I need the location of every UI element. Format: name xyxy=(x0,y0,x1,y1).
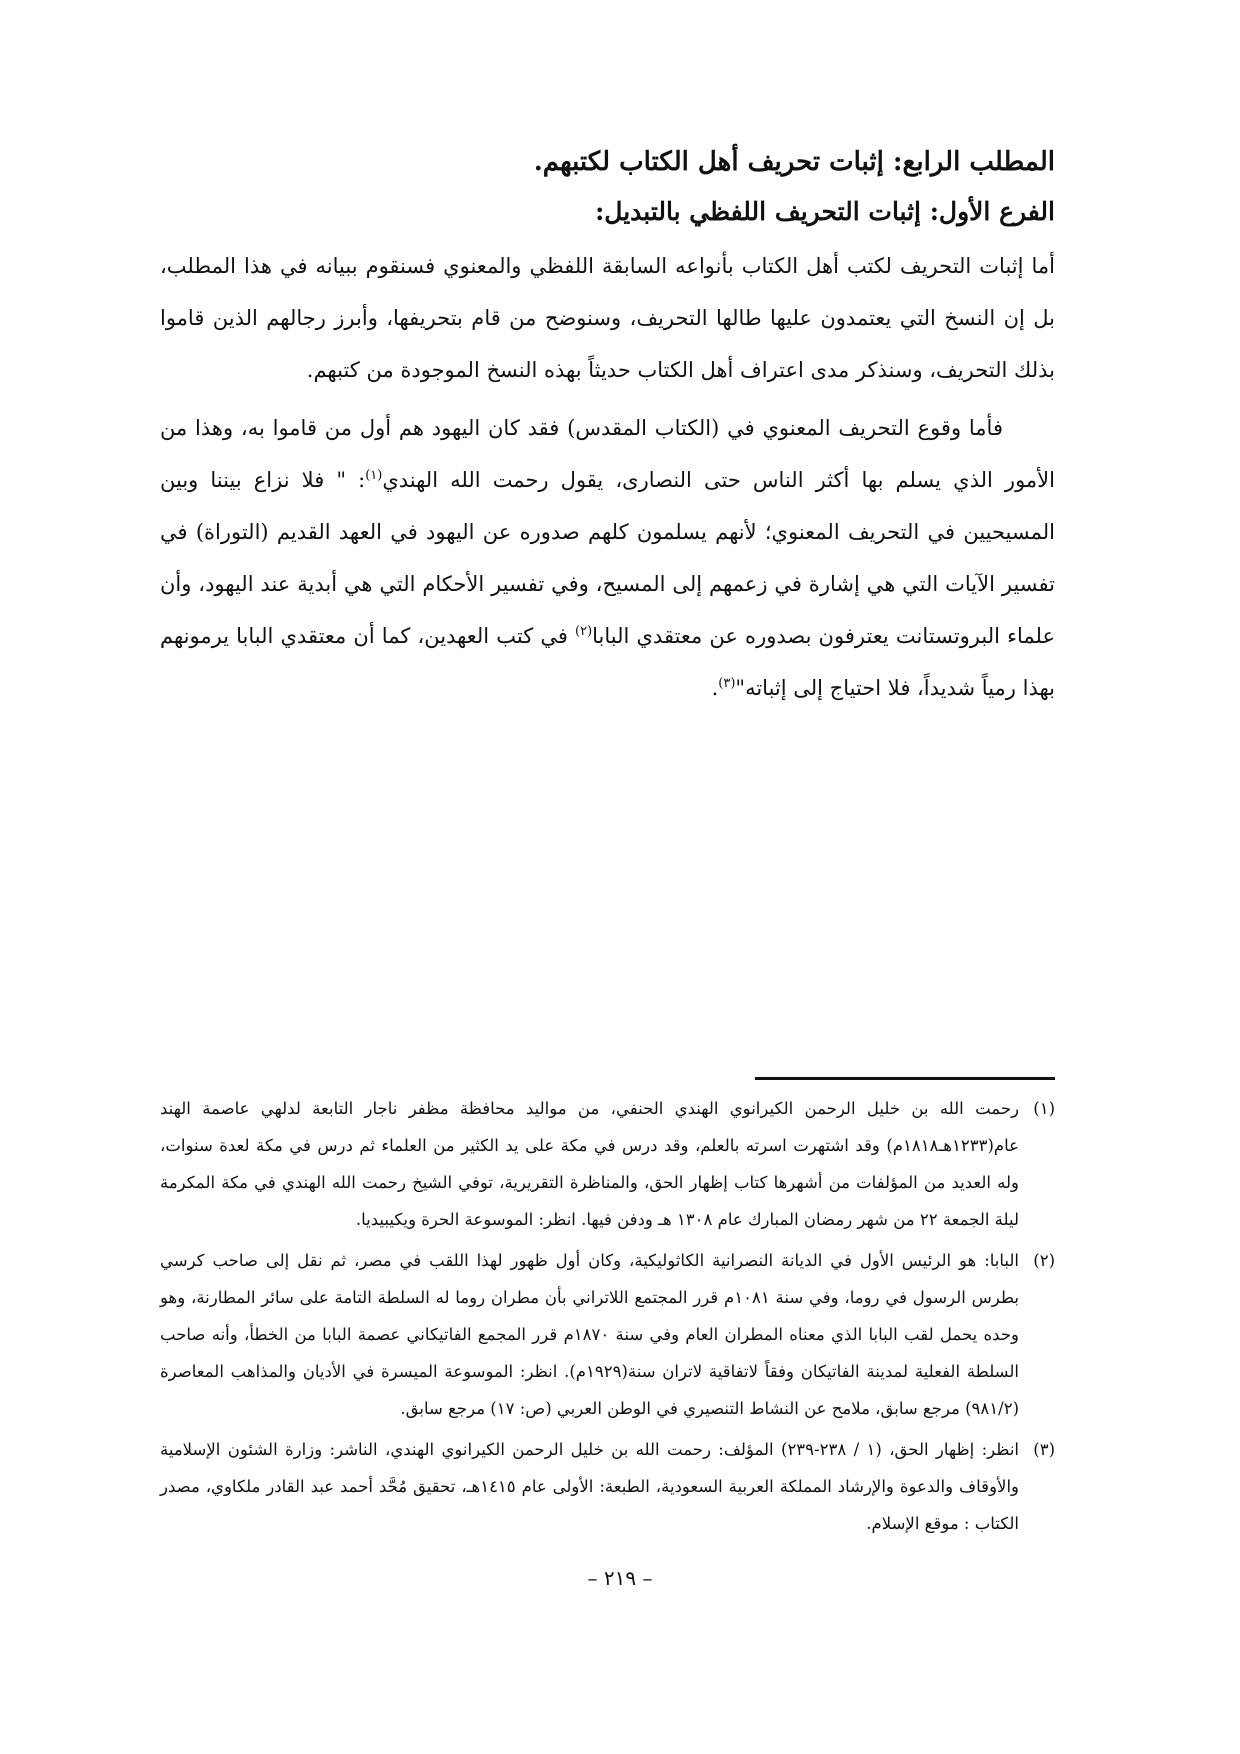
footnote-separator-wrap xyxy=(160,1077,1055,1091)
paragraph-2-end: . xyxy=(711,676,719,700)
section-heading: المطلب الرابع: إثبات تحريف أهل الكتاب لكتبهم. xyxy=(533,147,1055,177)
footnote-ref-1[interactable]: (١) xyxy=(365,468,383,483)
footnotes xyxy=(160,1090,1055,1546)
body-paragraph-1: أما إثبات التحريف لكتب أهل الكتاب بأنواعه السابقة اللفظي والمعنوي فسنقوم ببيانه في هذا المطلب، بل إن النسخ التي يعتمدون عليها طالها التحريف، وسنوضح من قام بتحريفها، وأبرز رجالهم الذين قاموا بذلك التحريف، وسنذكر مدى اعتراف أهل الكتاب حديثاً بهذه النسخ الموجودة من كتبهم. xyxy=(160,254,1055,382)
footnote-ref-3[interactable]: (٣) xyxy=(718,676,736,691)
subsection-heading: الفرع الأول: إثبات التحريف اللفظي بالتبديل: xyxy=(595,197,1055,226)
footnote-text: البابا: هو الرئيس الأول في الديانة النصرانية الكاثوليكية، وكان أول ظهور لهذا اللقب في مصر، ثم نقل إلى صاحب كرسي بطرس الرسول في روما، وفي سنة ١٠٨١م قرر المجتمع اللاتراني بأن مطران روما له السلطة التامة على سائر المطارنة، وهو وحده يحمل لقب البابا الذي معناه المطران العام وفي سنة ١٨٧٠م قرر المجمع الفاتيكاني عصمة البابا من الخطأ، وأنه صاحب السلطة الفعلية لمدينة الفاتيكان وفقاً لاتفاقية لاتران سنة(١٩٢٩م). انظر: الموسوعة الميسرة في الأديان والمذاهب المعاصرة (٩٨١/٢) مرجع سابق، ملامح عن النشاط التنصيري في الوطن العربي (ص: ١٧) مرجع سابق. xyxy=(160,1251,1020,1418)
footnote-text: رحمت الله بن خليل الرحمن الكيرانوي الهندي الحنفي، من مواليد محافظة مظفر ناجار التابعة لدلهي عاصمة الهند عام(١٢٣٣هـ١٨١٨م) وقد اشتهرت اسرته بالعلم، وقد درس في مكة على يد الكثير من العلماء ثم درس في مكة لعدة سنوات، وله العديد من المؤلفات من أشهرها كتاب إظهار الحق، والمناظرة التقريرية، توفي الشيخ رحمت الله الهندي في مكة المكرمة ليلة الجمعة ٢٢ من شهر رمضان المبارك عام ١٣٠٨ هـ ودفن فيها. انظر: الموسوعة الحرة ويكيبيديا. xyxy=(160,1099,1019,1229)
paragraph-2-text-c: في كتب العهدين، كما أن معتقدي البابا يرمونهم بهذا رمياً شديداً، فلا احتياج إلى إثباته" xyxy=(160,624,1055,700)
footnote-separator xyxy=(755,1077,1055,1080)
footnote-number: (٢) xyxy=(1033,1251,1055,1270)
footnote-3 xyxy=(160,1431,1055,1542)
footnote-number: (١) xyxy=(1033,1099,1055,1118)
page-content xyxy=(160,140,1055,714)
footnote-1 xyxy=(160,1090,1055,1238)
footnote-text: انظر: إظهار الحق، (١ / ٢٣٨-٢٣٩) المؤلف: رحمت الله بن خليل الرحمن الكيرانوي الهندي، الناشر: وزارة الشئون الإسلامية والأوقاف والدعوة والإرشاد المملكة العربية السعودية، الطبعة: الأولى عام ١٤١٥هـ، تحقيق مُحَّد أحمد عبد القادر ملكاوي، مصدر الكتاب : موقع الإسلام. xyxy=(160,1440,1020,1533)
body-paragraph-2 xyxy=(160,402,1055,714)
footnote-2 xyxy=(160,1242,1055,1427)
page-number: – ٢١٩ – xyxy=(587,1566,653,1590)
footnote-ref-2[interactable]: (٢) xyxy=(575,624,593,639)
paragraph-2-text-b: : " فلا نزاع بيننا وبين المسيحيين في التحريف المعنوي؛ لأنهم يسلمون كلهم صدوره عن اليهود في العهد القديم (التوراة) في تفسير الآيات التي هي إشارة في زعمهم إلى المسيح، وفي تفسير الأحكام التي هي أبدية عند اليهود، وأن علماء البروتستانت يعترفون بصدوره عن معتقدي البابا xyxy=(160,468,1055,648)
footnote-number: (٣) xyxy=(1033,1440,1055,1459)
paragraph-2-text-a: فأما وقوع التحريف المعنوي في (الكتاب المقدس) فقد كان اليهود هم أول من قاموا به، وهذا من الأمور الذي يسلم بها أكثر الناس حتى النصارى، يقول رحمت الله الهندي xyxy=(160,416,1055,492)
